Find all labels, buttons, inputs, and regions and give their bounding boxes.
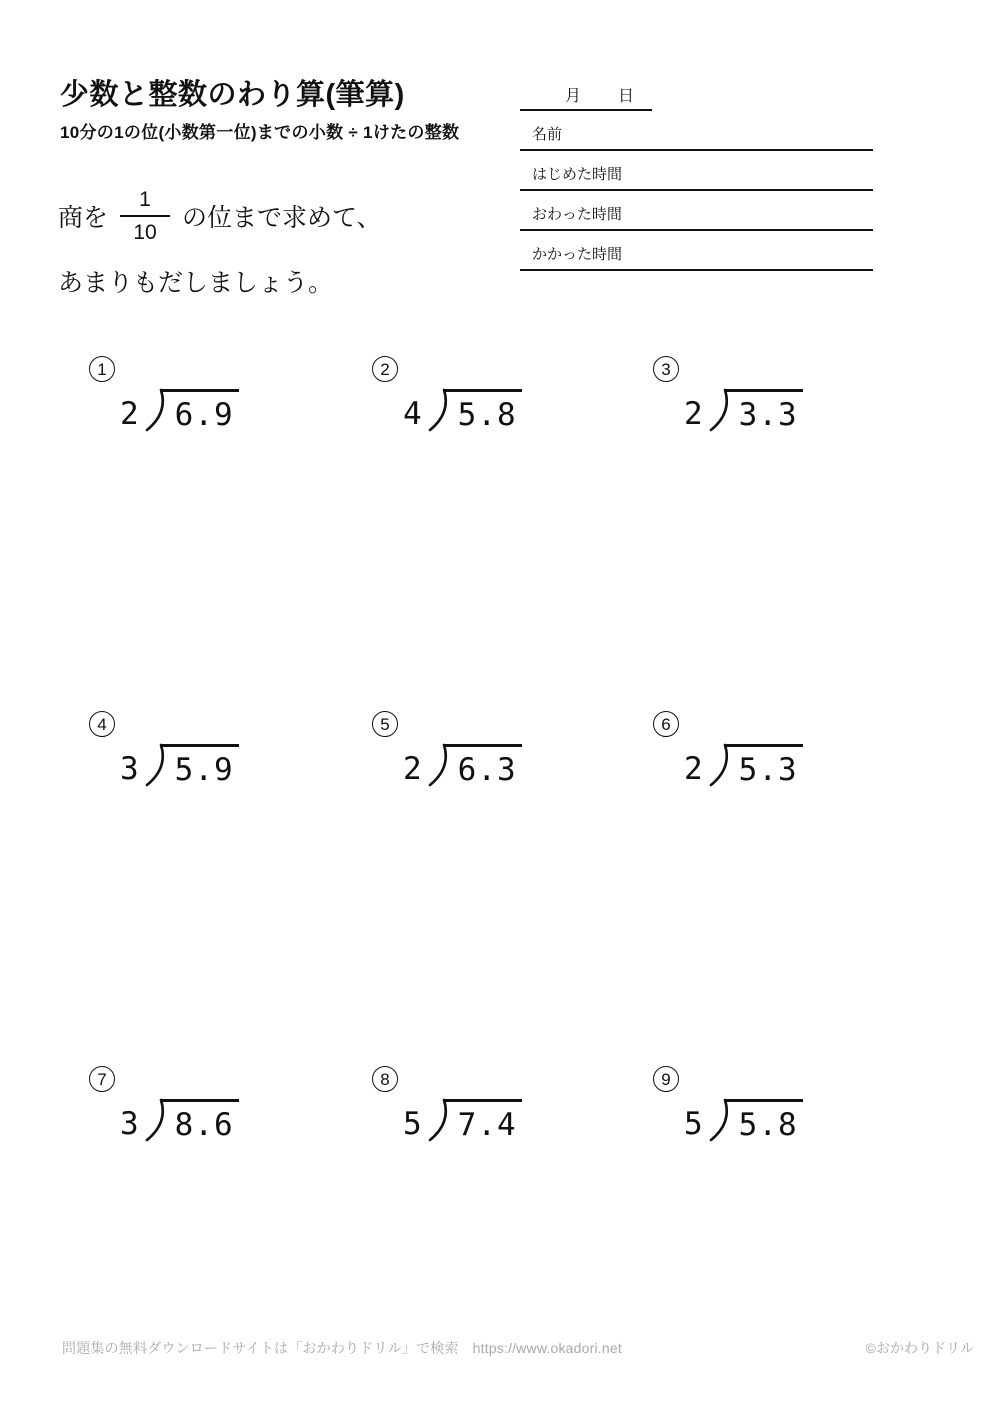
page-title: 少数と整数のわり算(筆算)	[60, 79, 405, 111]
dividend: 5.8	[457, 397, 517, 433]
divisor: 2	[684, 751, 703, 787]
problem-number-badge: 2	[372, 356, 398, 382]
problem-number-badge: 7	[89, 1066, 115, 1092]
division-bracket	[725, 389, 803, 431]
division-curve-icon	[145, 1099, 163, 1141]
division-curve-icon	[709, 744, 727, 786]
fraction-numerator: 1	[139, 188, 151, 211]
long-division	[403, 1099, 522, 1141]
problem-number-badge: 8	[372, 1066, 398, 1092]
elapsed-time-field	[520, 231, 873, 271]
divisor: 3	[120, 1106, 139, 1142]
footer-url: https://www.okadori.net	[472, 1340, 622, 1356]
division-curve-icon	[428, 389, 446, 431]
divisor: 3	[120, 751, 139, 787]
month-label: 月	[565, 88, 582, 105]
end-time-field	[520, 191, 873, 231]
problem-2	[372, 356, 522, 431]
division-curve-icon	[428, 1099, 446, 1141]
fraction-one-tenth	[120, 186, 170, 247]
division-curve-icon	[145, 744, 163, 786]
long-division	[684, 1099, 803, 1141]
long-division	[120, 1099, 239, 1141]
division-bracket	[161, 1099, 239, 1141]
division-bracket	[444, 1099, 522, 1141]
division-curve-icon	[709, 389, 727, 431]
name-field	[520, 111, 873, 151]
day-label: 日	[618, 88, 635, 105]
problem-number-badge: 5	[372, 711, 398, 737]
problem-6	[653, 711, 803, 786]
fraction-bar	[120, 215, 170, 217]
footer-site-info	[62, 1338, 622, 1358]
division-curve-icon	[428, 744, 446, 786]
division-bracket	[444, 744, 522, 786]
division-bracket	[725, 1099, 803, 1141]
divisor: 2	[403, 751, 422, 787]
problem-number-badge: 4	[89, 711, 115, 737]
divisor: 4	[403, 396, 422, 432]
end-time-label: おわった時間	[532, 206, 622, 223]
long-division	[120, 744, 239, 786]
start-time-field	[520, 151, 873, 191]
long-division	[684, 389, 803, 431]
divisor: 2	[684, 396, 703, 432]
date-field	[520, 78, 652, 111]
long-division	[403, 389, 522, 431]
long-division	[120, 389, 239, 431]
start-time-label: はじめた時間	[532, 166, 623, 183]
problem-5	[372, 711, 522, 786]
long-division	[403, 744, 522, 786]
page-subtitle: 10分の1の位(小数第一位)までの小数 ÷ 1けたの整数	[60, 123, 460, 142]
info-form	[520, 78, 873, 271]
division-bracket	[161, 389, 239, 431]
dividend: 6.3	[457, 752, 517, 788]
divisor: 5	[684, 1106, 703, 1142]
division-bracket	[444, 389, 522, 431]
division-curve-icon	[145, 389, 163, 431]
dividend: 5.8	[738, 1107, 798, 1143]
footer-copyright: ©おかわりドリル	[865, 1340, 974, 1356]
elapsed-time-label: かかった時間	[532, 246, 623, 263]
instruction-line2: あまりもだしましょう。	[58, 268, 334, 297]
dividend: 5.3	[738, 752, 798, 788]
dividend: 5.9	[174, 752, 234, 788]
fraction-denominator: 10	[133, 221, 157, 245]
long-division	[684, 744, 803, 786]
problem-8	[372, 1066, 522, 1141]
division-curve-icon	[709, 1099, 727, 1141]
instruction-before-fraction: 商を	[58, 204, 109, 233]
divisor: 2	[120, 396, 139, 432]
problem-number-badge: 6	[653, 711, 679, 737]
divisor: 5	[403, 1106, 422, 1142]
dividend: 6.9	[174, 397, 234, 433]
problem-9	[653, 1066, 803, 1141]
instruction-after-fraction: の位まで求めて、	[182, 204, 382, 233]
dividend: 3.3	[738, 397, 798, 433]
dividend: 8.6	[174, 1107, 234, 1143]
name-label: 名前	[532, 126, 563, 143]
dividend: 7.4	[457, 1107, 517, 1143]
problem-number-badge: 3	[653, 356, 679, 382]
problem-number-badge: 1	[89, 356, 115, 382]
instruction	[58, 186, 382, 299]
problem-1	[89, 356, 239, 431]
problem-number-badge: 9	[653, 1066, 679, 1092]
division-bracket	[161, 744, 239, 786]
footer-search-text: 問題集の無料ダウンロードサイトは「おかわりドリル」で検索	[62, 1340, 459, 1356]
problem-4	[89, 711, 239, 786]
division-bracket	[725, 744, 803, 786]
problem-7	[89, 1066, 239, 1141]
problem-3	[653, 356, 803, 431]
